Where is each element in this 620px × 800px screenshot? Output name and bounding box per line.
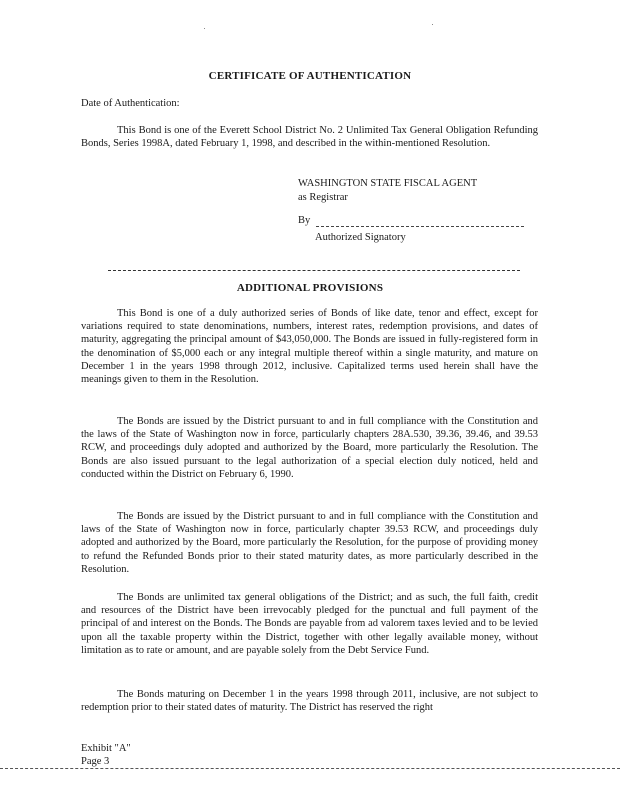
by-label: By: [298, 215, 311, 226]
provision-paragraph-2: The Bonds are issued by the District pursuant to and in full compliance with the Constitution and the laws of the State of Washington now in force, particularly chapters 28A.530, 39.36, 39.46, and 39.53 RCW, and proceedings duly adopted and authorized by the Board, more particularly the Resolution. The Bonds are also issued pursuant to the legal authorization of a special election duly noticed, held and conducted within the District on February 6, 1990.: [81, 416, 538, 480]
provision-paragraph-1: This Bond is one of a duly authorized series of Bonds of like date, tenor and effect, except for variations required to state denominations, numbers, interest rates, redemption provisions, and dates of maturity, aggregating the principal amount of $43,050,000. The Bonds are issued in fully-registered form in the denomination of $5,000 each or any integral multiple thereof within a single maturity, and mature on December 1 in the years 1998 through 2012, inclusive. Capitalized terms used herein shall have the meanings given to them in the Resolution.: [81, 308, 538, 386]
provision-paragraph-4: The Bonds are unlimited tax general obligations of the District; and as such, the full faith, credit and resources of the District have been irrevocably pledged for the punctual and full payment of the principal of and interest on the Bonds. The Bonds are payable from ad valorem taxes levied and to be levied upon all the taxable property within the District, together with other legally available money, without limitation as to rate or amount, and are payable solely from the Debt Service Fund.: [81, 592, 538, 656]
scan-speck: [204, 28, 205, 29]
date-of-authentication-label: Date of Authentication:: [81, 98, 180, 109]
provision-paragraph-3: The Bonds are issued by the District pursuant to and in full compliance with the Constitution and laws of the State of Washington now in force, particularly chapter 39.53 RCW, and proceedings duly adopted and authorized by the Board, more particularly the Resolution, for the purpose of providing money to refund the Refunded Bonds prior to their stated maturity dates, as more particularly described in the Resolution.: [81, 511, 538, 575]
bottom-border: [0, 768, 620, 769]
additional-provisions-title: ADDITIONAL PROVISIONS: [236, 282, 384, 294]
fiscal-agent-name: WASHINGTON STATE FISCAL AGENT: [298, 178, 478, 189]
scan-speck: [432, 24, 433, 25]
certificate-paragraph: This Bond is one of the Everett School District No. 2 Unlimited Tax General Obligation Refunding Bonds, Series 1998A, dated February 1, 1998, and described in the within-mentioned Resolution.: [81, 125, 538, 150]
section-divider: [108, 270, 520, 271]
authorized-signatory-label: Authorized Signatory: [315, 232, 406, 243]
provision-paragraph-5: The Bonds maturing on December 1 in the years 1998 through 2011, inclusive, are not subject to redemption prior to their stated dates of maturity. The District has reserved the right: [81, 689, 538, 714]
exhibit-label: Exhibit "A": [81, 743, 131, 754]
fiscal-agent-role: as Registrar: [298, 192, 348, 203]
certificate-title: CERTIFICATE OF AUTHENTICATION: [208, 70, 412, 82]
page-number: Page 3: [81, 756, 110, 767]
signature-line: [316, 226, 524, 227]
